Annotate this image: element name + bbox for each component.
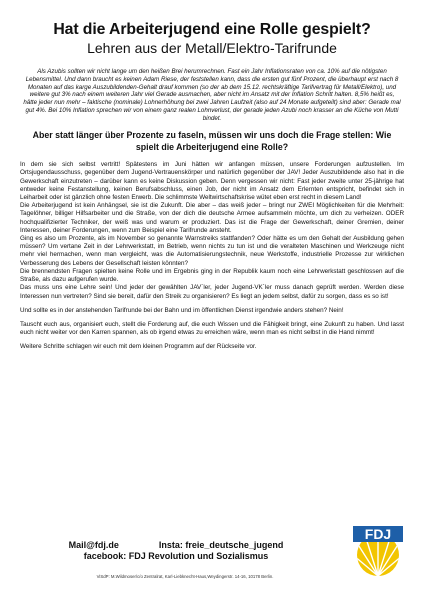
intro-paragraph: Als Azubis sollten wir nicht lange um den heißen Brei herumrechnen. Fast ein Jahr Inflationsraten von ca. 10% auf die nötigsten Lebensmittel. Und dann braucht es keinen Adam Riese, der feststellen kann, dass die ersten gut fünf Prozent, die überhaupt erst nach 8 Monaten auf das karge Auszubildenden-Gehalt drauf kommen (so der ab dem 15.12. rechtskräftige Tarifvertrag für Metall/Elektro), und weitere gut 3% nach einem weiteren Jahr viel Gerade ausmachen, aber nicht im Ansatz mit der Inflation Schritt halten. 8,5% heißt es, hätte jeder nun mehr – faktische (nominale) Lohnerhöhung bei zwei Jahren Laufzeit (also auf 24 Monate aufgeteilt) sind aber: Gerade mal gut 4%. Bei 10% Inflation sprechen wir von einem ganz realen Lohnverlust, der gerade jeden Azubi noch krasser an die Küche von Mutti bindet. (23, 68, 401, 122)
body-paragraph-2: Die Arbeiterjugend ist kein Anhängsel, sie ist die Zukunft. Die aber – das weiß jeder – bringt nur ZWEI Möglichkeiten für die Mehrheit: Tagelöhner, billiger Hilfsarbeiter und die Straße, von der dich die deutsche Armee aufsammeln möchte, um dich zu verheizen. ODER hochqualifizierter Techniker, der weiß was und warum er produziert. Das ist die Frage der Gewerkschaft, deiner Gremien, deiner Interessen, deiner Forderungen, wenn zum Beispiel eine Tarifrunde ansteht. (20, 202, 404, 234)
fdj-logo-icon (351, 525, 405, 577)
imprint-footer: ViSdP: M.Wildmoser/c/o Zentralrat, Karl-Liebknecht-Haus,Weydingerstr. 14-16, 10178 Berlin. (96, 574, 274, 579)
body-text (20, 161, 404, 351)
body-paragraph-8: Weitere Schritte schlagen wir euch mit dem kleinen Programm auf der Rückseite vor. (20, 343, 257, 351)
mail-contact[interactable]: Mail@fdj.de (68, 540, 119, 550)
page-subtitle: Lehren aus der Metall/Elektro-Tarifrunde (87, 40, 337, 56)
logo-text: FDJ (364, 526, 392, 542)
body-paragraph-7: Tauscht euch aus, organisiert euch, stellt die Forderung auf, die euch Wissen und die Fähigkeit bringt, eine Zukunft zu haben. Und lasst euch nicht weiter vor den Karren spannen, als ob irgend etwas zu erreichen wäre, wenn man es nicht selbst in die Hand nimmt! (20, 320, 404, 337)
page-title: Hat die Arbeiterjugend eine Rolle gespielt? (53, 21, 371, 38)
question-heading: Aber statt länger über Prozente zu faseln, müssen wir uns doch die Frage stellen: Wie spielt die Arbeiterjugend eine Rolle? (32, 130, 392, 152)
body-paragraph-6: Und sollte es in der anstehenden Tarifrunde bei der Bahn und im öffentlichen Dienst irgendwie anders stehen? Nein! (20, 306, 344, 314)
contact-block (20, 540, 332, 562)
body-paragraph-4: Die brennendsten Fragen spielten keine Rolle und im Ergebnis ging in der Republik kaum noch eine Lehrwerkstatt geschlossen auf die Straße, als dazu aufgerufen wurde. (20, 267, 404, 284)
contact-row (20, 540, 332, 551)
insta-contact[interactable]: Insta: freie_deutsche_jugend (158, 540, 284, 550)
body-paragraph-3: Ging es also um Prozente, als im November so genannte Warnstreiks stattfanden? Oder hätte es um den Gehalt der Ausbildung gehen müssen? Um vertane Zeit in der Lehrwerkstatt, im Betrieb, wenn nichts zu tun ist und die veralteten Maschinen und Werkzeuge nicht mehr viel hermachen, wenn man vergleicht, was die Automatisierungstechnik, neue Werkstoffe, industrielle Prozesse zur wirklichen Verbesserung des Lebens der Gesellschaft leisten könnten? (20, 235, 404, 267)
body-paragraph-5: Das muss uns eine Lehre sein! Und jeder der gewählten JAV´ler, jeder Jugend-VK´ler muss danach geprüft werden. Werden diese Interessen nun vertreten? Sind sie bereit, dafür den Streik zu organisieren? Es liegt an jedem selbst, dafür zu sorgen, dass es so ist! (20, 284, 404, 300)
body-paragraph-1: In dem sie sich selbst vertritt! Spätestens im Juni hätten wir anfangen müssen, unsere Forderungen aufzustellen. Im Ortsjugendausschuss, gegenüber dem Jugend-Vertrauenskörper und natürlich gegenüber der JAV! Jeder Auszubildende also hat in die Gewerkschaft einzutreten – darüber kann es keine Diskussion geben. Denn vergessen wir nicht: Fast jeder zweite unter 25-jährige hat entweder keine Festanstellung, keinen Berufsabschluss, einen Job, der nicht im Ansatz dem Erlernten entspricht, befindet sich in Leiharbeit oder ist gänzlich ohne festen Erwerb. Die schlimmste Weltwirtschaftskrise wütet eben erst recht in diesem Land! (20, 161, 404, 202)
facebook-contact[interactable]: facebook: FDJ Revolution und Sozialismus (83, 551, 269, 561)
